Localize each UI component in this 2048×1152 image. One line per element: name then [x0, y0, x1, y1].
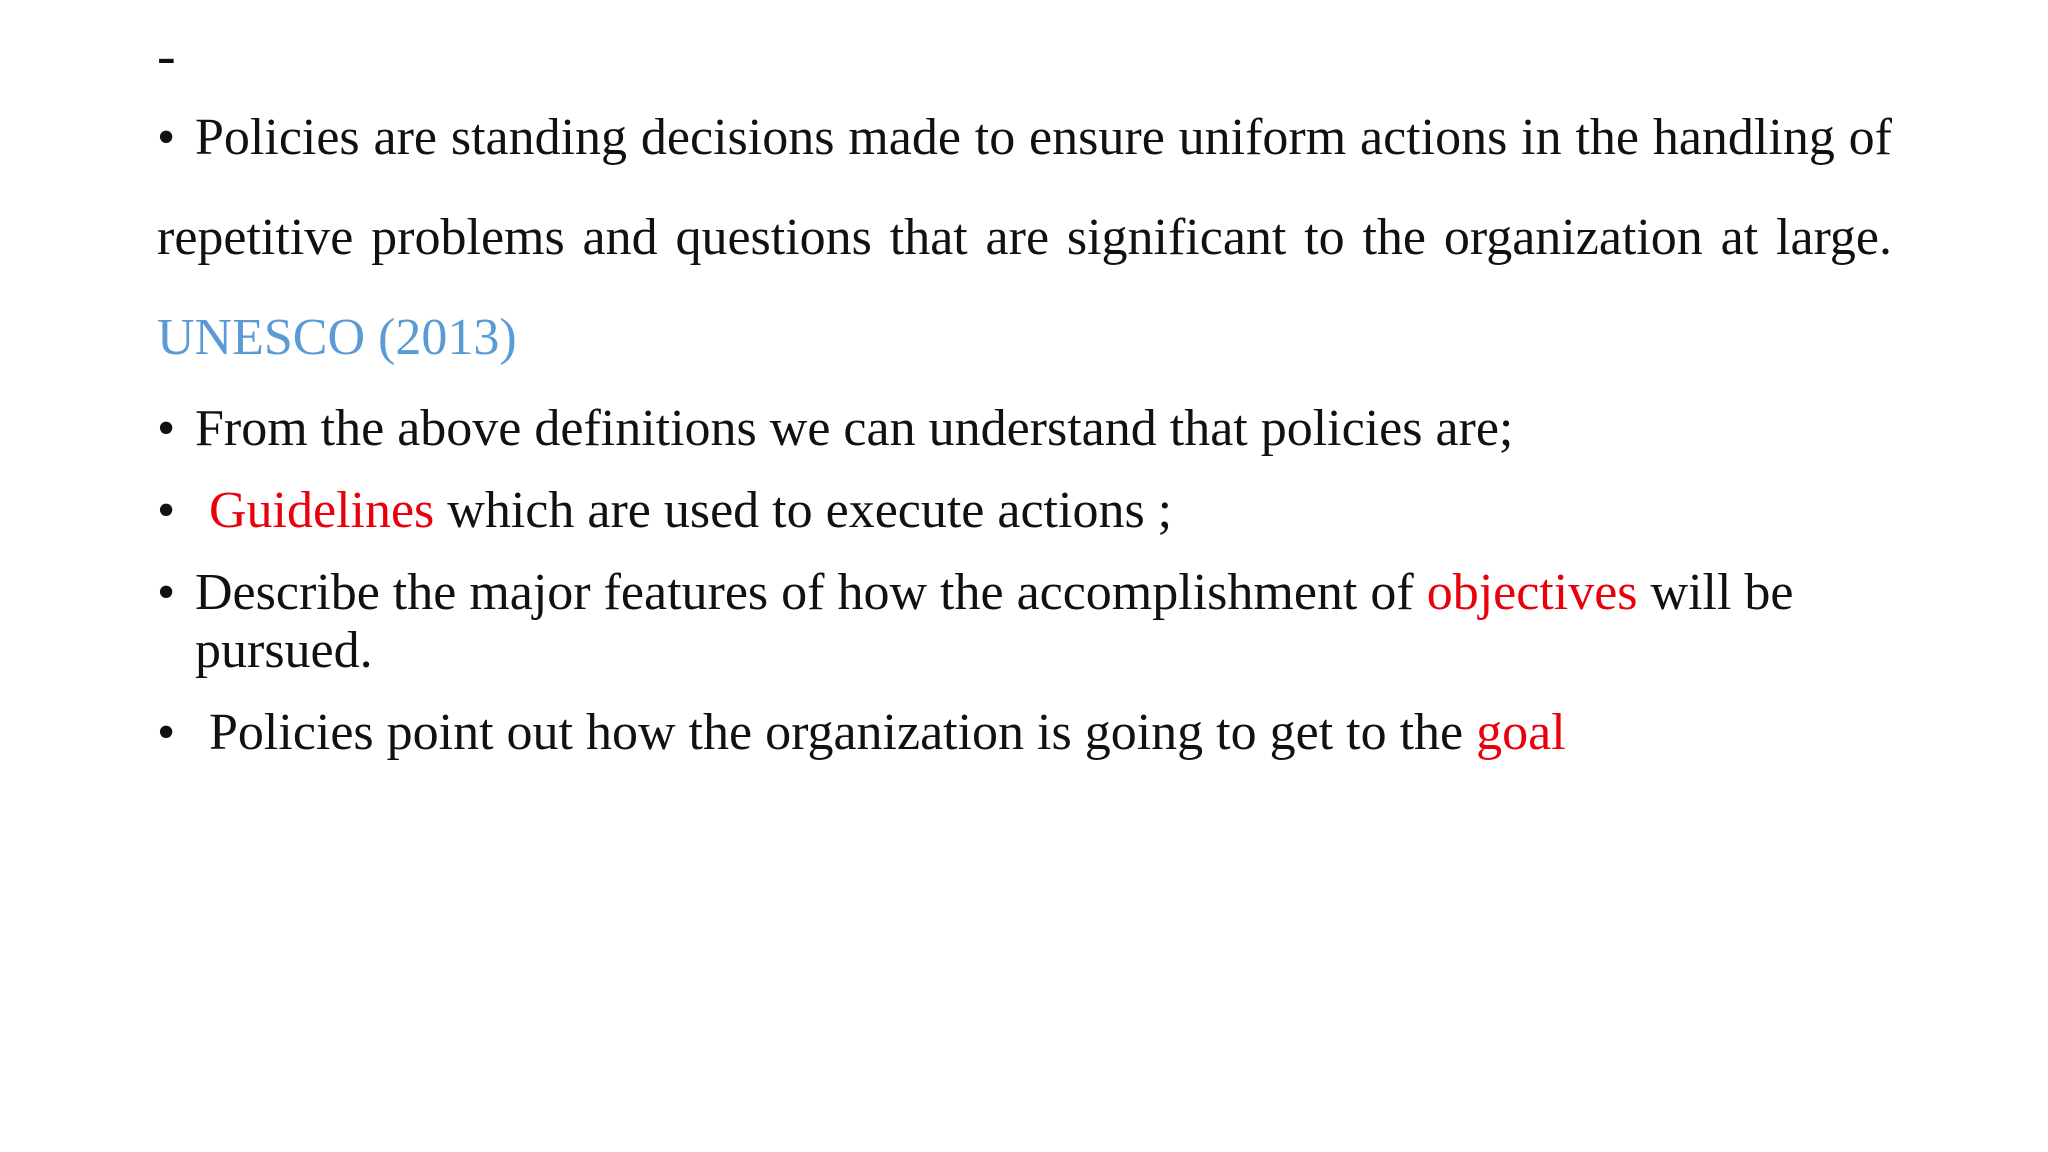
- bullet-dot: •: [157, 482, 176, 539]
- list-item-text: From the above definitions we can understand that policies are;: [195, 400, 1514, 457]
- list-item: [157, 400, 1917, 458]
- bullet-list: [157, 400, 1917, 786]
- definition-paragraph: [157, 88, 1892, 388]
- bullet-dot: •: [157, 704, 176, 761]
- dash-mark: -: [157, 25, 176, 87]
- bullet-dot: •: [157, 564, 176, 621]
- list-item-text: will be pursued.: [195, 564, 1794, 679]
- list-item: [157, 482, 1917, 540]
- citation-text: UNESCO (2013): [157, 309, 517, 366]
- list-item-text: which are used to execute actions ;: [434, 482, 1173, 539]
- highlight-objectives: objectives: [1426, 564, 1638, 621]
- list-item: [157, 564, 1917, 680]
- list-item-text: Describe the major features of how the accomplishment of: [195, 564, 1427, 621]
- highlight-guidelines: Guidelines: [209, 482, 435, 539]
- bullet-dot: •: [157, 109, 176, 166]
- list-item-text: Policies point out how the organization is going to get to the: [209, 704, 1477, 761]
- highlight-goal: goal: [1476, 704, 1566, 761]
- bullet-dot: •: [157, 400, 176, 457]
- list-item: [157, 704, 1917, 762]
- definition-text: Policies are standing decisions made to ensure uniform actions in the handling of repetitive problems and questions that are significant to the organization at large.: [157, 109, 1892, 266]
